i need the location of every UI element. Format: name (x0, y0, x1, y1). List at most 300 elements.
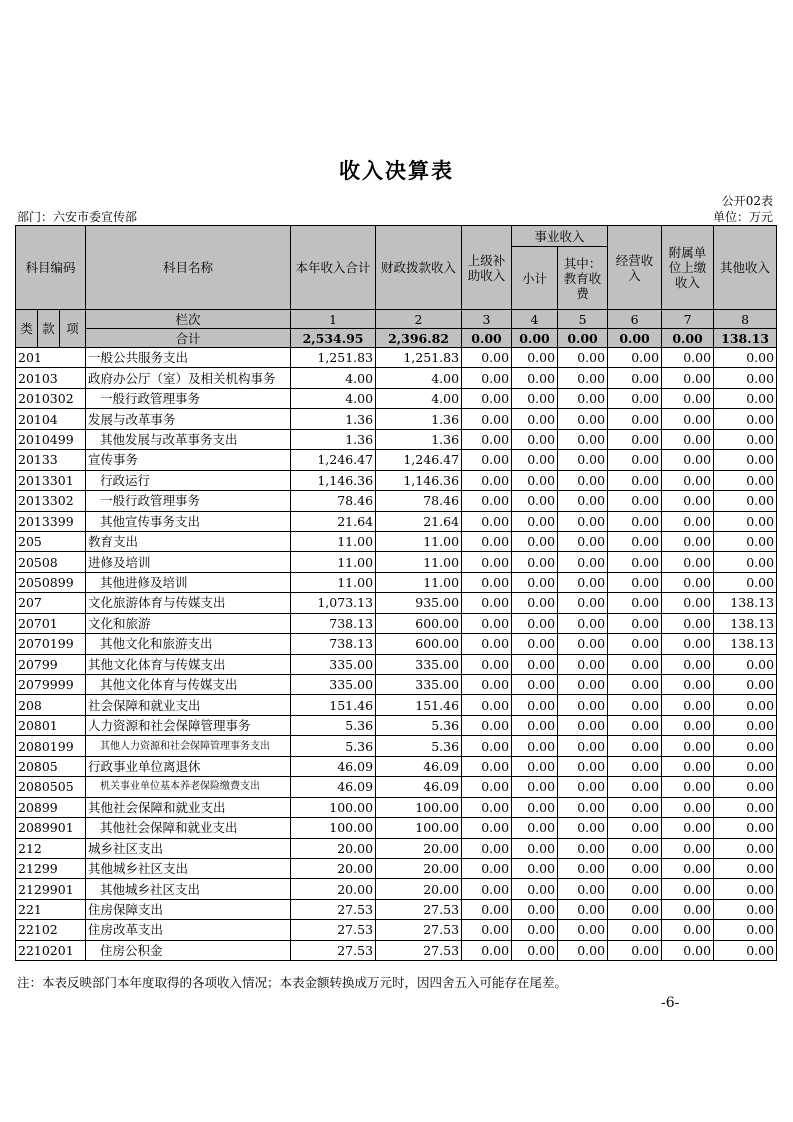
value-col-3: 0.00 (462, 450, 512, 470)
value-col-4: 0.00 (512, 654, 558, 674)
value-col-3: 0.00 (462, 838, 512, 858)
table-row (16, 388, 777, 408)
value-col-3: 0.00 (462, 368, 512, 388)
subject-code: 2013301 (16, 470, 86, 490)
value-col-8: 0.00 (714, 368, 777, 388)
value-col-4: 0.00 (512, 879, 558, 899)
subject-name: 其他城乡社区支出 (86, 858, 291, 878)
value-col-5: 0.00 (558, 675, 608, 695)
table-row (16, 450, 777, 470)
table-row (16, 920, 777, 940)
value-col-3: 0.00 (462, 511, 512, 531)
value-col-3: 0.00 (462, 940, 512, 960)
value-col-5: 0.00 (558, 736, 608, 756)
value-col-5: 0.00 (558, 368, 608, 388)
value-col-7: 0.00 (662, 593, 714, 613)
value-col-7: 0.00 (662, 899, 714, 919)
value-col-4: 0.00 (512, 552, 558, 572)
value-col-8: 0.00 (714, 818, 777, 838)
value-col-6: 0.00 (608, 695, 662, 715)
value-col-3: 0.00 (462, 470, 512, 490)
value-col-7: 0.00 (662, 531, 714, 551)
value-col-7: 0.00 (662, 368, 714, 388)
total-1: 2,534.95 (291, 329, 376, 348)
value-col-1: 1.36 (291, 409, 376, 429)
value-col-3: 0.00 (462, 388, 512, 408)
seq-6: 6 (608, 310, 662, 329)
value-col-3: 0.00 (462, 409, 512, 429)
subject-name: 城乡社区支出 (86, 838, 291, 858)
value-col-8: 0.00 (714, 470, 777, 490)
value-col-5: 0.00 (558, 838, 608, 858)
value-col-5: 0.00 (558, 572, 608, 592)
value-col-4: 0.00 (512, 838, 558, 858)
table-row (16, 858, 777, 878)
header-career-subtotal: 小计 (512, 247, 558, 310)
value-col-7: 0.00 (662, 348, 714, 368)
value-col-3: 0.00 (462, 920, 512, 940)
value-col-1: 11.00 (291, 572, 376, 592)
subject-code: 2129901 (16, 879, 86, 899)
value-col-6: 0.00 (608, 450, 662, 470)
total-6: 0.00 (608, 329, 662, 348)
value-col-2: 46.09 (376, 756, 462, 776)
total-4: 0.00 (512, 329, 558, 348)
value-col-2: 46.09 (376, 777, 462, 797)
value-col-1: 1,146.36 (291, 470, 376, 490)
value-col-3: 0.00 (462, 552, 512, 572)
value-col-6: 0.00 (608, 715, 662, 735)
value-col-7: 0.00 (662, 715, 714, 735)
table-row (16, 654, 777, 674)
value-col-1: 20.00 (291, 838, 376, 858)
value-col-6: 0.00 (608, 879, 662, 899)
subject-name: 一般行政管理事务 (86, 491, 291, 511)
table-row (16, 429, 777, 449)
value-col-6: 0.00 (608, 470, 662, 490)
value-col-8: 0.00 (714, 797, 777, 817)
value-col-6: 0.00 (608, 613, 662, 633)
value-col-7: 0.00 (662, 756, 714, 776)
value-col-2: 20.00 (376, 858, 462, 878)
value-col-4: 0.00 (512, 368, 558, 388)
subject-name: 其他发展与改革事务支出 (86, 429, 291, 449)
value-col-5: 0.00 (558, 409, 608, 429)
table-row (16, 572, 777, 592)
value-col-8: 0.00 (714, 388, 777, 408)
total-2: 2,396.82 (376, 329, 462, 348)
value-col-2: 1.36 (376, 429, 462, 449)
value-col-8: 0.00 (714, 715, 777, 735)
value-col-4: 0.00 (512, 593, 558, 613)
total-5: 0.00 (558, 329, 608, 348)
value-col-8: 138.13 (714, 593, 777, 613)
table-row (16, 368, 777, 388)
value-col-2: 11.00 (376, 552, 462, 572)
value-col-7: 0.00 (662, 552, 714, 572)
subject-name: 宣传事务 (86, 450, 291, 470)
table-row (16, 531, 777, 551)
value-col-2: 1,246.47 (376, 450, 462, 470)
value-col-3: 0.00 (462, 429, 512, 449)
subject-name: 一般公共服务支出 (86, 348, 291, 368)
value-col-4: 0.00 (512, 920, 558, 940)
header-column-seq: 栏次 (86, 310, 291, 329)
value-col-4: 0.00 (512, 777, 558, 797)
subject-code: 20805 (16, 756, 86, 776)
table-row (16, 899, 777, 919)
table-row (16, 797, 777, 817)
subject-code: 205 (16, 531, 86, 551)
value-col-4: 0.00 (512, 450, 558, 470)
value-col-4: 0.00 (512, 797, 558, 817)
value-col-5: 0.00 (558, 511, 608, 531)
value-col-6: 0.00 (608, 838, 662, 858)
value-col-5: 0.00 (558, 348, 608, 368)
value-col-1: 100.00 (291, 797, 376, 817)
value-col-7: 0.00 (662, 736, 714, 756)
value-col-4: 0.00 (512, 429, 558, 449)
table-row (16, 634, 777, 654)
value-col-4: 0.00 (512, 613, 558, 633)
value-col-8: 0.00 (714, 491, 777, 511)
value-col-3: 0.00 (462, 736, 512, 756)
value-col-2: 100.00 (376, 797, 462, 817)
value-col-3: 0.00 (462, 899, 512, 919)
value-col-3: 0.00 (462, 756, 512, 776)
value-col-8: 0.00 (714, 858, 777, 878)
subject-name: 其他宣传事务支出 (86, 511, 291, 531)
value-col-6: 0.00 (608, 388, 662, 408)
value-col-7: 0.00 (662, 388, 714, 408)
table-row (16, 879, 777, 899)
value-col-4: 0.00 (512, 715, 558, 735)
value-col-2: 11.00 (376, 572, 462, 592)
subject-code: 2013302 (16, 491, 86, 511)
value-col-7: 0.00 (662, 511, 714, 531)
department-label: 部门：六安市委宣传部 (17, 210, 138, 224)
subject-code: 201 (16, 348, 86, 368)
value-col-5: 0.00 (558, 715, 608, 735)
value-col-3: 0.00 (462, 572, 512, 592)
value-col-3: 0.00 (462, 858, 512, 878)
table-code: 公开02表 (721, 194, 773, 208)
value-col-3: 0.00 (462, 348, 512, 368)
value-col-8: 0.00 (714, 511, 777, 531)
value-col-6: 0.00 (608, 777, 662, 797)
value-col-5: 0.00 (558, 899, 608, 919)
subject-code: 2080199 (16, 736, 86, 756)
value-col-6: 0.00 (608, 593, 662, 613)
value-col-7: 0.00 (662, 470, 714, 490)
seq-5: 5 (558, 310, 608, 329)
subject-code: 21299 (16, 858, 86, 878)
value-col-2: 27.53 (376, 920, 462, 940)
subject-name: 其他社会保障和就业支出 (86, 797, 291, 817)
value-col-2: 5.36 (376, 736, 462, 756)
value-col-4: 0.00 (512, 899, 558, 919)
header-operating: 经营收入 (608, 226, 662, 310)
seq-2: 2 (376, 310, 462, 329)
value-col-5: 0.00 (558, 552, 608, 572)
subject-code: 2079999 (16, 675, 86, 695)
value-col-6: 0.00 (608, 899, 662, 919)
table-row (16, 593, 777, 613)
value-col-8: 0.00 (714, 348, 777, 368)
value-col-3: 0.00 (462, 695, 512, 715)
subject-name: 其他文化和旅游支出 (86, 634, 291, 654)
value-col-1: 27.53 (291, 899, 376, 919)
header-lei: 类 (16, 310, 38, 348)
table-row (16, 675, 777, 695)
value-col-7: 0.00 (662, 879, 714, 899)
value-col-8: 0.00 (714, 429, 777, 449)
value-col-5: 0.00 (558, 797, 608, 817)
value-col-6: 0.00 (608, 531, 662, 551)
subject-name: 住房公积金 (86, 940, 291, 960)
value-col-8: 138.13 (714, 634, 777, 654)
value-col-7: 0.00 (662, 920, 714, 940)
header-xiang: 项 (60, 310, 86, 348)
value-col-7: 0.00 (662, 429, 714, 449)
subject-name: 行政事业单位离退休 (86, 756, 291, 776)
value-col-3: 0.00 (462, 797, 512, 817)
header-subject-code: 科目编码 (16, 226, 86, 310)
value-col-1: 335.00 (291, 654, 376, 674)
value-col-5: 0.00 (558, 470, 608, 490)
table-row (16, 736, 777, 756)
value-col-4: 0.00 (512, 511, 558, 531)
header-sum-label: 合计 (86, 329, 291, 348)
value-col-2: 11.00 (376, 531, 462, 551)
value-col-3: 0.00 (462, 879, 512, 899)
seq-1: 1 (291, 310, 376, 329)
value-col-3: 0.00 (462, 531, 512, 551)
header-total-income: 本年收入合计 (291, 226, 376, 310)
value-col-8: 0.00 (714, 879, 777, 899)
header-superior: 上级补助收入 (462, 226, 512, 310)
seq-4: 4 (512, 310, 558, 329)
value-col-2: 1.36 (376, 409, 462, 429)
value-col-7: 0.00 (662, 491, 714, 511)
value-col-5: 0.00 (558, 593, 608, 613)
value-col-1: 1.36 (291, 429, 376, 449)
value-col-4: 0.00 (512, 409, 558, 429)
value-col-8: 0.00 (714, 940, 777, 960)
value-col-7: 0.00 (662, 777, 714, 797)
page-title: 收入决算表 (339, 158, 454, 183)
value-col-1: 335.00 (291, 675, 376, 695)
value-col-7: 0.00 (662, 613, 714, 633)
value-col-6: 0.00 (608, 675, 662, 695)
value-col-8: 0.00 (714, 695, 777, 715)
value-col-3: 0.00 (462, 613, 512, 633)
unit-label: 单位：万元 (712, 210, 773, 224)
value-col-1: 151.46 (291, 695, 376, 715)
value-col-2: 335.00 (376, 654, 462, 674)
value-col-2: 1,146.36 (376, 470, 462, 490)
value-col-8: 0.00 (714, 409, 777, 429)
value-col-1: 5.36 (291, 736, 376, 756)
value-col-1: 4.00 (291, 368, 376, 388)
value-col-4: 0.00 (512, 531, 558, 551)
value-col-6: 0.00 (608, 572, 662, 592)
subject-name: 住房保障支出 (86, 899, 291, 919)
value-col-7: 0.00 (662, 409, 714, 429)
subject-name: 一般行政管理事务 (86, 388, 291, 408)
subject-name: 其他社会保障和就业支出 (86, 818, 291, 838)
subject-code: 20104 (16, 409, 86, 429)
value-col-4: 0.00 (512, 348, 558, 368)
value-col-1: 20.00 (291, 858, 376, 878)
subject-code: 212 (16, 838, 86, 858)
value-col-8: 0.00 (714, 756, 777, 776)
header-career-group: 事业收入 (512, 226, 608, 247)
subject-code: 20799 (16, 654, 86, 674)
table-row (16, 491, 777, 511)
value-col-6: 0.00 (608, 511, 662, 531)
value-col-3: 0.00 (462, 593, 512, 613)
table-row (16, 695, 777, 715)
value-col-6: 0.00 (608, 920, 662, 940)
value-col-3: 0.00 (462, 491, 512, 511)
table-row (16, 511, 777, 531)
value-col-2: 20.00 (376, 879, 462, 899)
value-col-6: 0.00 (608, 654, 662, 674)
value-col-2: 335.00 (376, 675, 462, 695)
value-col-4: 0.00 (512, 491, 558, 511)
subject-code: 20701 (16, 613, 86, 633)
value-col-7: 0.00 (662, 572, 714, 592)
value-col-4: 0.00 (512, 756, 558, 776)
table-row (16, 613, 777, 633)
subject-name: 住房改革支出 (86, 920, 291, 940)
value-col-5: 0.00 (558, 879, 608, 899)
value-col-4: 0.00 (512, 736, 558, 756)
value-col-2: 78.46 (376, 491, 462, 511)
value-col-5: 0.00 (558, 388, 608, 408)
seq-7: 7 (662, 310, 714, 329)
value-col-6: 0.00 (608, 818, 662, 838)
value-col-4: 0.00 (512, 572, 558, 592)
value-col-5: 0.00 (558, 531, 608, 551)
value-col-5: 0.00 (558, 858, 608, 878)
value-col-2: 935.00 (376, 593, 462, 613)
subject-name: 其他文化体育与传媒支出 (86, 654, 291, 674)
value-col-6: 0.00 (608, 634, 662, 654)
page-number: -6- (661, 995, 680, 1011)
subject-name: 进修及培训 (86, 552, 291, 572)
header-other: 其他收入 (714, 226, 777, 310)
value-col-1: 1,246.47 (291, 450, 376, 470)
value-col-4: 0.00 (512, 858, 558, 878)
value-col-7: 0.00 (662, 838, 714, 858)
value-col-2: 27.53 (376, 940, 462, 960)
value-col-1: 46.09 (291, 777, 376, 797)
value-col-1: 738.13 (291, 613, 376, 633)
subject-name: 其他进修及培训 (86, 572, 291, 592)
subject-code: 2210201 (16, 940, 86, 960)
value-col-4: 0.00 (512, 940, 558, 960)
subject-name: 教育支出 (86, 531, 291, 551)
value-col-1: 11.00 (291, 552, 376, 572)
subject-code: 2070199 (16, 634, 86, 654)
value-col-7: 0.00 (662, 797, 714, 817)
value-col-8: 0.00 (714, 736, 777, 756)
value-col-3: 0.00 (462, 715, 512, 735)
table-row (16, 940, 777, 960)
value-col-5: 0.00 (558, 613, 608, 633)
value-col-2: 4.00 (376, 388, 462, 408)
header-fiscal: 财政拨款收入 (376, 226, 462, 310)
value-col-5: 0.00 (558, 777, 608, 797)
total-7: 0.00 (662, 329, 714, 348)
total-3: 0.00 (462, 329, 512, 348)
subject-name: 行政运行 (86, 470, 291, 490)
footnote: 注：本表反映部门本年度取得的各项收入情况；本表金额转换成万元时，因四舍五入可能存在尾差。 (17, 975, 568, 990)
subject-code: 2089901 (16, 818, 86, 838)
value-col-1: 27.53 (291, 920, 376, 940)
value-col-1: 21.64 (291, 511, 376, 531)
value-col-2: 600.00 (376, 613, 462, 633)
subject-code: 207 (16, 593, 86, 613)
subject-name: 文化旅游体育与传媒支出 (86, 593, 291, 613)
value-col-5: 0.00 (558, 429, 608, 449)
value-col-8: 0.00 (714, 899, 777, 919)
value-col-2: 20.00 (376, 838, 462, 858)
subject-code: 2010302 (16, 388, 86, 408)
value-col-6: 0.00 (608, 736, 662, 756)
subject-code: 2050899 (16, 572, 86, 592)
value-col-8: 0.00 (714, 552, 777, 572)
value-col-5: 0.00 (558, 695, 608, 715)
subject-code: 20899 (16, 797, 86, 817)
value-col-6: 0.00 (608, 797, 662, 817)
value-col-1: 1,251.83 (291, 348, 376, 368)
subject-name: 其他人力资源和社会保障管理事务支出 (86, 736, 291, 756)
value-col-6: 0.00 (608, 429, 662, 449)
subject-code: 221 (16, 899, 86, 919)
table-row (16, 348, 777, 368)
value-col-4: 0.00 (512, 818, 558, 838)
value-col-5: 0.00 (558, 634, 608, 654)
value-col-1: 46.09 (291, 756, 376, 776)
subject-code: 20801 (16, 715, 86, 735)
value-col-6: 0.00 (608, 552, 662, 572)
value-col-6: 0.00 (608, 756, 662, 776)
table-row (16, 777, 777, 797)
value-col-5: 0.00 (558, 491, 608, 511)
header-career-edu: 其中：教育收费 (558, 247, 608, 310)
value-col-5: 0.00 (558, 756, 608, 776)
value-col-7: 0.00 (662, 450, 714, 470)
header-subject-name: 科目名称 (86, 226, 291, 310)
value-col-8: 138.13 (714, 613, 777, 633)
income-table (15, 225, 777, 961)
value-col-3: 0.00 (462, 818, 512, 838)
subject-code: 208 (16, 695, 86, 715)
value-col-7: 0.00 (662, 654, 714, 674)
subject-name: 政府办公厅（室）及相关机构事务 (86, 368, 291, 388)
table-row (16, 818, 777, 838)
subject-code: 2013399 (16, 511, 86, 531)
value-col-6: 0.00 (608, 858, 662, 878)
value-col-2: 1,251.83 (376, 348, 462, 368)
table-row (16, 715, 777, 735)
value-col-6: 0.00 (608, 368, 662, 388)
value-col-1: 78.46 (291, 491, 376, 511)
value-col-8: 0.00 (714, 838, 777, 858)
